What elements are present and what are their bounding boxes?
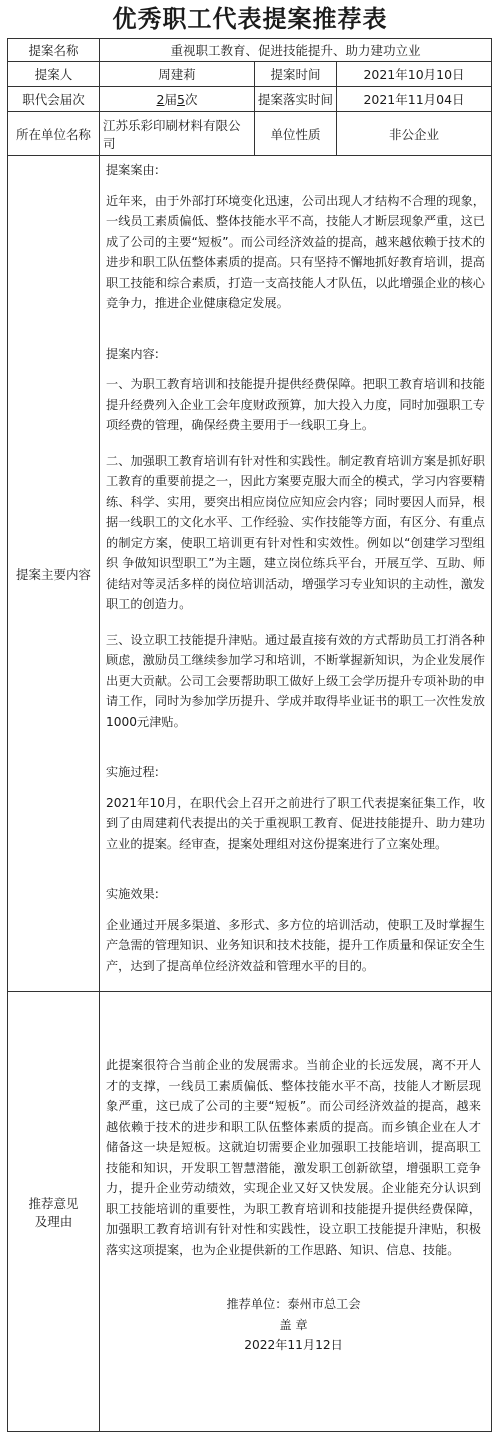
effect-text: 企业通过开展多渠道、多形式、多方位的培训活动，使职工及时掌握生产急需的管理知识、业务知识和技术技能，提升工作质量和保证安全生产，达到了提高单位经济效益和管理水平的目的。 <box>106 917 485 973</box>
proposer-value: 周建莉 <box>100 62 255 87</box>
process-text: 2021年10月，在职代会上召开之前进行了职工代表提案征集工作，收到了由周建莉代表提出的关于重视职工教育、促进技能提升、助力建功立业的提案。经审查，提案处理组对这份提案进行了立案处理。 <box>106 795 485 851</box>
process-heading: 实施过程: <box>106 765 159 779</box>
content-point-2: 二、加强职工教育培训有针对性和实践性。制定教育培训方案是抓好职工教育的重要前提之一，因此方案要克服大而全的模式，学习内容要精练、科学、实用，要突出相应岗位应知应会内容；同时要因人而异，根据一线职工的文化水平、工作经验、实作技能等方面，有区分、有重点的制定方案，使职工培训更有针对性和实效性。例如以“创建学习型组织 争做知识型职工”为主题，建立岗位练兵平台，开展互学、互助、师徒结对等灵活多样的岗位培训活动，增强学习专业知识的主动性，激发职工的创造力。 <box>106 453 485 611</box>
row-unit <box>8 112 492 156</box>
row-main-content <box>8 156 492 992</box>
recommendation-cell <box>100 992 492 1432</box>
main-content-cell <box>100 156 492 992</box>
proposal-time-label: 提案时间 <box>255 62 337 87</box>
seal-text: 盖 章 <box>279 1317 308 1332</box>
unit-type-label: 单位性质 <box>255 112 337 156</box>
page-title: 优秀职工代表提案推荐表 <box>112 5 388 33</box>
content-point-3: 三、设立职工技能提升津贴。通过最直接有效的方式帮助员工打消各种顾虑，激励员工继续参加学习和培训，不断掌握新知识，为企业发展作出更大贡献。公司工会要帮助职工做好上级工会学历提升专项补助的申请工作，同时为参加学历提升、学成并取得毕业证书的职工一次性发放1000元津贴。 <box>106 632 485 729</box>
recommendation-date: 2022年11月12日 <box>244 1338 343 1352</box>
recommending-unit: 推荐单位：泰州市总工会 <box>226 1297 361 1311</box>
main-content-label: 提案主要内容 <box>8 156 100 992</box>
unit-name-value: 江苏乐彩印刷材料有限公司 <box>100 112 255 156</box>
row-congress <box>8 87 492 112</box>
reason-text: 近年来，由于外部打环境变化迅速，公司出现人才结构不合理的现象，一线员工素质偏低、整体技能水平不高，技能人才断层现象严重，这已成了公司的主要“短板”。而公司经济效益的提高，越来越依赖于技术的进步和职工队伍整体素质的提高。只有坚持不懈地抓好教育培训，提高职工技能和综合素质，打造一支高技能人才队伍，以此增强企业的核心竞争力，推进企业健康稳定发展。 <box>106 193 485 310</box>
recommendation-label-line2: 及理由 <box>34 1213 73 1229</box>
unit-type-value: 非公企业 <box>337 112 492 156</box>
proposal-time-value: 2021年10月10日 <box>337 62 492 87</box>
implement-time-value: 2021年11月04日 <box>337 87 492 112</box>
content-point-1: 一、为职工教育培训和技能提升提供经费保障。把职工教育培训和技能提升经费列入企业工会年度财政预算，加大投入力度，同时加强职工专项经费的管理，确保经费主要用于一线职工身上。 <box>106 377 485 432</box>
reason-heading: 提案案由: <box>106 163 159 177</box>
proposal-form-table <box>7 38 492 1432</box>
proposer-label: 提案人 <box>8 62 100 87</box>
recommendation-label-line1: 推荐意见 <box>28 1195 79 1211</box>
congress-label: 职代会届次 <box>8 87 100 112</box>
congress-value <box>100 87 255 112</box>
row-proposer <box>8 62 492 87</box>
row-proposal-name <box>8 39 492 62</box>
congress-meeting-unit: 次 <box>184 92 198 107</box>
unit-name-label: 所在单位名称 <box>8 112 100 156</box>
row-recommendation <box>8 992 492 1432</box>
congress-session-unit: 届 <box>164 92 177 107</box>
implement-time-label: 提案落实时间 <box>255 87 337 112</box>
effect-heading: 实施效果: <box>106 887 159 901</box>
content-heading: 提案内容: <box>106 346 159 361</box>
recommendation-text: 此提案很符合当前企业的发展需求。当前企业的长远发展，离不开人才的支撑，一线员工素质偏低、整体技能水平不高，技能人才断层现象严重，这已成了公司的主要“短板”。而公司经济效益的提高，越来越依赖于技术的进步和职工队伍整体素质的提高。而乡镇企业在人才储备这一块是短板。这就迫切需要企业加强职工技能培训，提高职工技能和知识，开发职工智慧潜能，激发职工创新欲望，增强职工竞争力，提升企业劳动绩效，实现企业又好又快发展。企业能充分认识到职工技能培训的重要性，为职工教育培训和技能提升提供经费保障，加强职工教育培训有针对性和实践性，设立职工技能提升津贴，积极落实这项提案，也为企业提供新的工作思路、知识、信息、技能。 <box>106 1058 481 1257</box>
congress-session-number: 2 <box>156 92 165 107</box>
proposal-name-label: 提案名称 <box>8 39 100 62</box>
congress-meeting-number: 5 <box>177 92 185 107</box>
recommendation-label <box>8 992 100 1432</box>
proposal-name-value: 重视职工教育、促进技能提升、助力建功立业 <box>100 39 492 62</box>
